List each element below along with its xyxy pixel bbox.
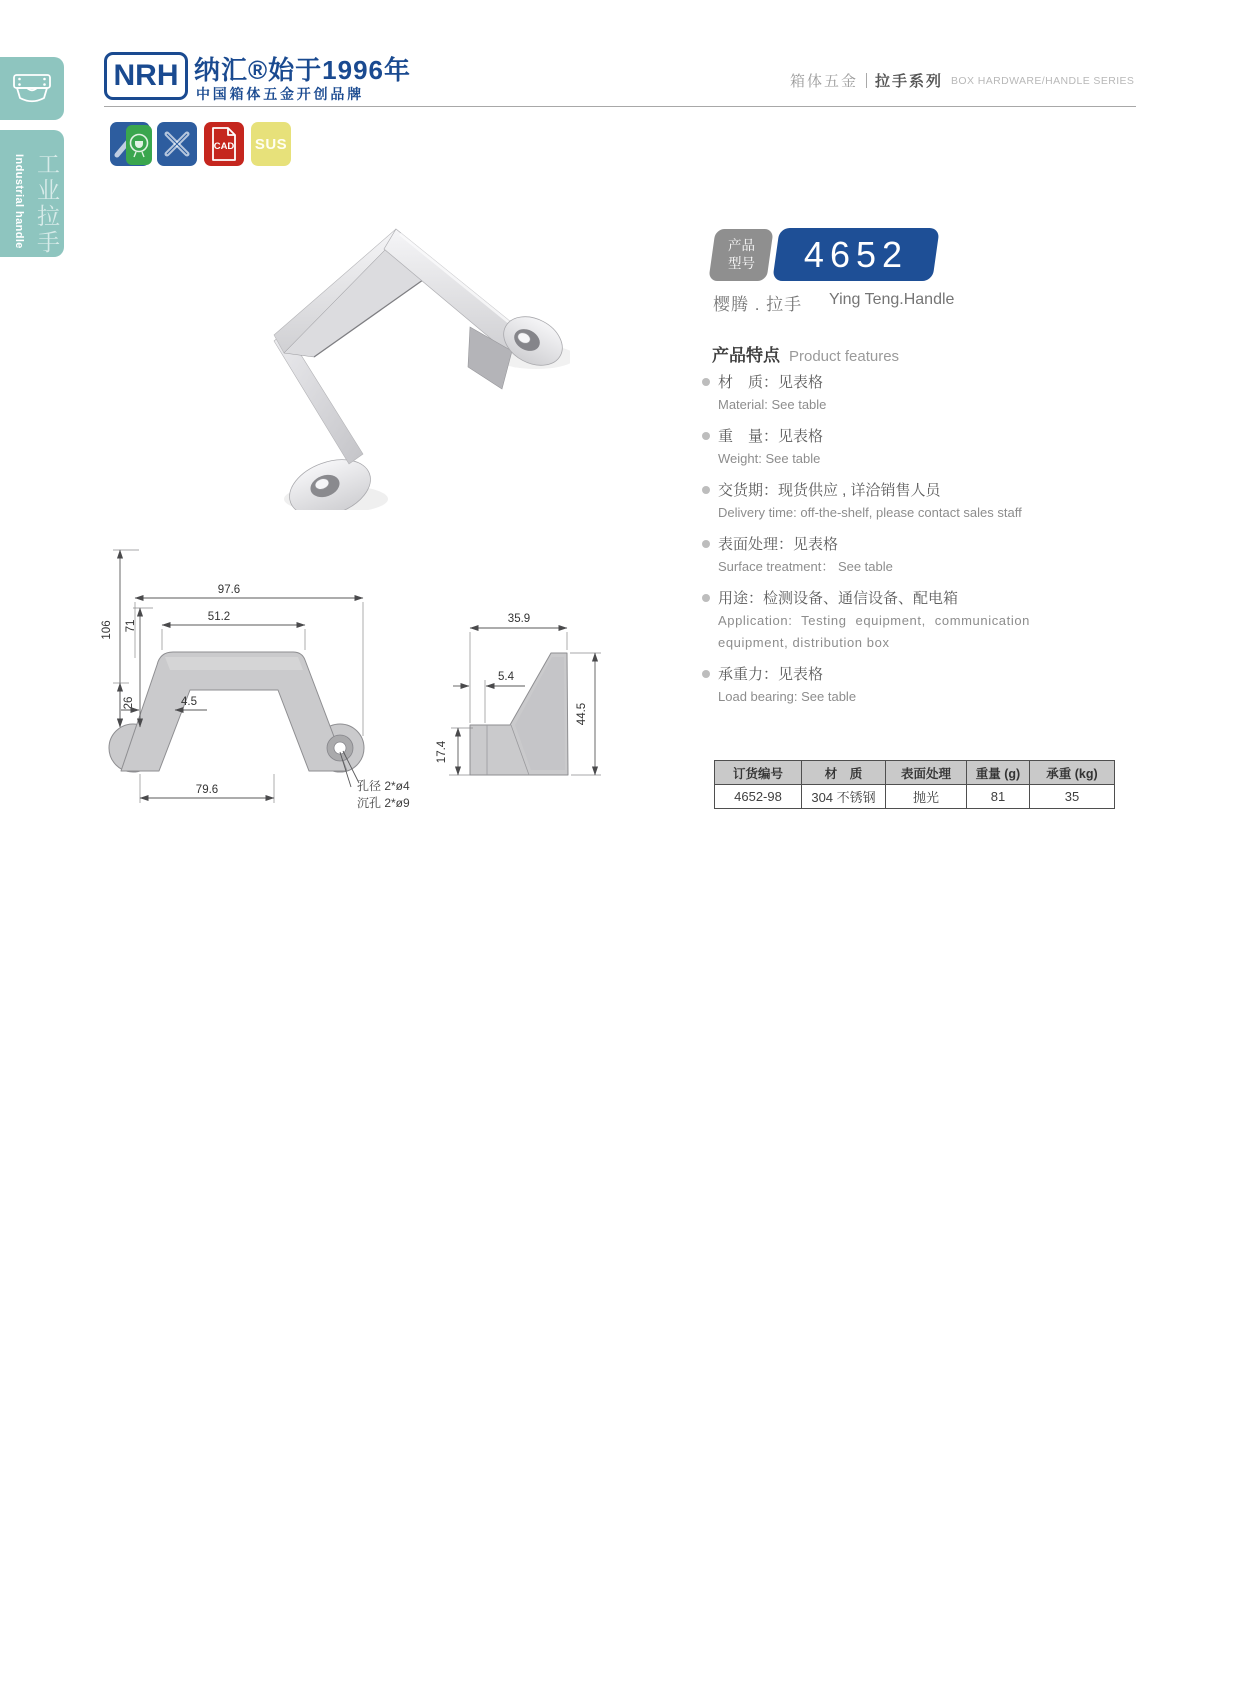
- breadcrumb-series: 拉手系列: [875, 73, 944, 90]
- feature-en: Load bearing: See table: [718, 689, 857, 704]
- feature-en: Material: See table: [718, 397, 827, 412]
- sidebar-series-tab[interactable]: [0, 130, 64, 257]
- feature-cn: 承重力：见表格: [718, 666, 824, 683]
- breadcrumb: [790, 70, 1134, 91]
- dim-5-4: 5.4: [498, 671, 514, 683]
- cell-surface: 抛光: [886, 785, 967, 809]
- dim-71: 71: [125, 619, 137, 633]
- feature-item: [702, 587, 1062, 654]
- cad-label: CAD: [213, 141, 235, 152]
- col-load: 承重 (kg): [1030, 761, 1115, 785]
- dim-97-6: 97.6: [217, 584, 241, 596]
- dim-106: 106: [101, 620, 113, 640]
- hole-diameter-label: 孔径 2*ø4: [357, 779, 410, 793]
- feature-item: [702, 533, 1062, 578]
- green-seal-badge: [126, 125, 152, 165]
- features-title: [712, 341, 899, 366]
- feature-en: Delivery time: off-the-shelf, please contact sales staff: [718, 505, 1022, 520]
- bullet-icon: [702, 432, 710, 440]
- col-surface: 表面处理: [886, 761, 967, 785]
- cell-material: 304 不锈钢: [802, 785, 886, 809]
- cad-badge: [204, 122, 244, 166]
- feature-item: [702, 479, 1062, 524]
- brand-title: 纳汇®始于1996年: [194, 55, 411, 85]
- front-view-drawing: [95, 540, 435, 815]
- sidebar-series-label-cn: 工业拉手: [34, 152, 60, 256]
- col-order-no: 订货编号: [715, 761, 802, 785]
- bullet-icon: [702, 378, 710, 386]
- dim-4-5: 4.5: [181, 696, 197, 708]
- feature-item: [702, 371, 1062, 416]
- sidebar-series-label-en: Industrial handle: [13, 154, 25, 249]
- model-type-badge: [708, 229, 773, 281]
- cad-document-icon: [204, 122, 244, 166]
- side-view-drawing: [425, 540, 625, 790]
- feature-item: [702, 425, 1062, 470]
- counterbore-label: 沉孔 2*ø9: [357, 796, 410, 810]
- bullet-icon: [702, 670, 710, 678]
- dim-35-9: 35.9: [507, 613, 531, 625]
- feature-cn: 表面处理：见表格: [718, 536, 839, 553]
- product-name-cn: 樱腾 . 拉手: [713, 295, 803, 314]
- feature-cn: 交货期：现货供应 , 详洽销售人员: [718, 482, 941, 499]
- features-title-cn: 产品特点: [712, 346, 780, 365]
- feature-cn: 重 量：见表格: [718, 428, 824, 445]
- cell-load: 35: [1030, 785, 1115, 809]
- bullet-icon: [702, 486, 710, 494]
- spec-table-row: [715, 785, 1115, 809]
- tools-badge: [157, 122, 197, 166]
- col-material: 材 质: [802, 761, 886, 785]
- feature-en: Application: Testing equipment, communication equipment, distribution box: [718, 613, 1030, 650]
- feature-item: [702, 663, 1062, 708]
- col-weight: 重量 (g): [967, 761, 1030, 785]
- cert-badge-row: [110, 122, 291, 166]
- model-type-line1: 产品: [727, 237, 755, 253]
- feature-en: Weight: See table: [718, 451, 821, 466]
- spec-table: [714, 760, 1115, 809]
- feature-cn: 用途：检测设备、通信设备、配电箱: [718, 590, 959, 607]
- dim-17-4: 17.4: [436, 740, 448, 764]
- header-rule: [104, 106, 1136, 107]
- features-title-en: Product features: [789, 348, 900, 365]
- breadcrumb-series-en: BOX HARDWARE/HANDLE SERIES: [951, 74, 1135, 87]
- bullet-icon: [702, 540, 710, 548]
- nrh-logo: [104, 52, 188, 100]
- product-name-en: Ying Teng.Handle: [829, 291, 955, 308]
- feature-en: Surface treatment： See table: [718, 559, 893, 574]
- model-type-line2: 型号: [727, 256, 755, 271]
- recessed-handle-icon: [11, 72, 53, 106]
- quality-badge: [110, 122, 150, 166]
- seal-icon: [127, 130, 151, 160]
- dim-26: 26: [123, 696, 135, 710]
- features-list: [702, 371, 1062, 717]
- brand-subtitle: 中国箱体五金开创品牌: [196, 86, 364, 102]
- spec-table-header-row: [715, 761, 1115, 785]
- sus-badge: [251, 122, 291, 166]
- dim-44-5: 44.5: [576, 702, 588, 726]
- cell-weight: 81: [967, 785, 1030, 809]
- crossed-tools-icon: [157, 122, 197, 166]
- product-photo: [250, 205, 570, 510]
- nrh-logo-text: NRH: [113, 59, 179, 92]
- model-number: 4652: [803, 233, 909, 275]
- sus-label: SUS: [254, 135, 288, 153]
- sidebar-category-tab[interactable]: [0, 57, 64, 120]
- dim-79-6: 79.6: [195, 784, 219, 796]
- dim-51-2: 51.2: [207, 611, 231, 623]
- bullet-icon: [702, 594, 710, 602]
- breadcrumb-category: 箱体五金: [790, 73, 859, 90]
- model-number-badge: [772, 228, 939, 281]
- cell-order-no: 4652-98: [715, 785, 802, 809]
- divider: [866, 73, 867, 88]
- feature-cn: 材 质：见表格: [718, 374, 824, 391]
